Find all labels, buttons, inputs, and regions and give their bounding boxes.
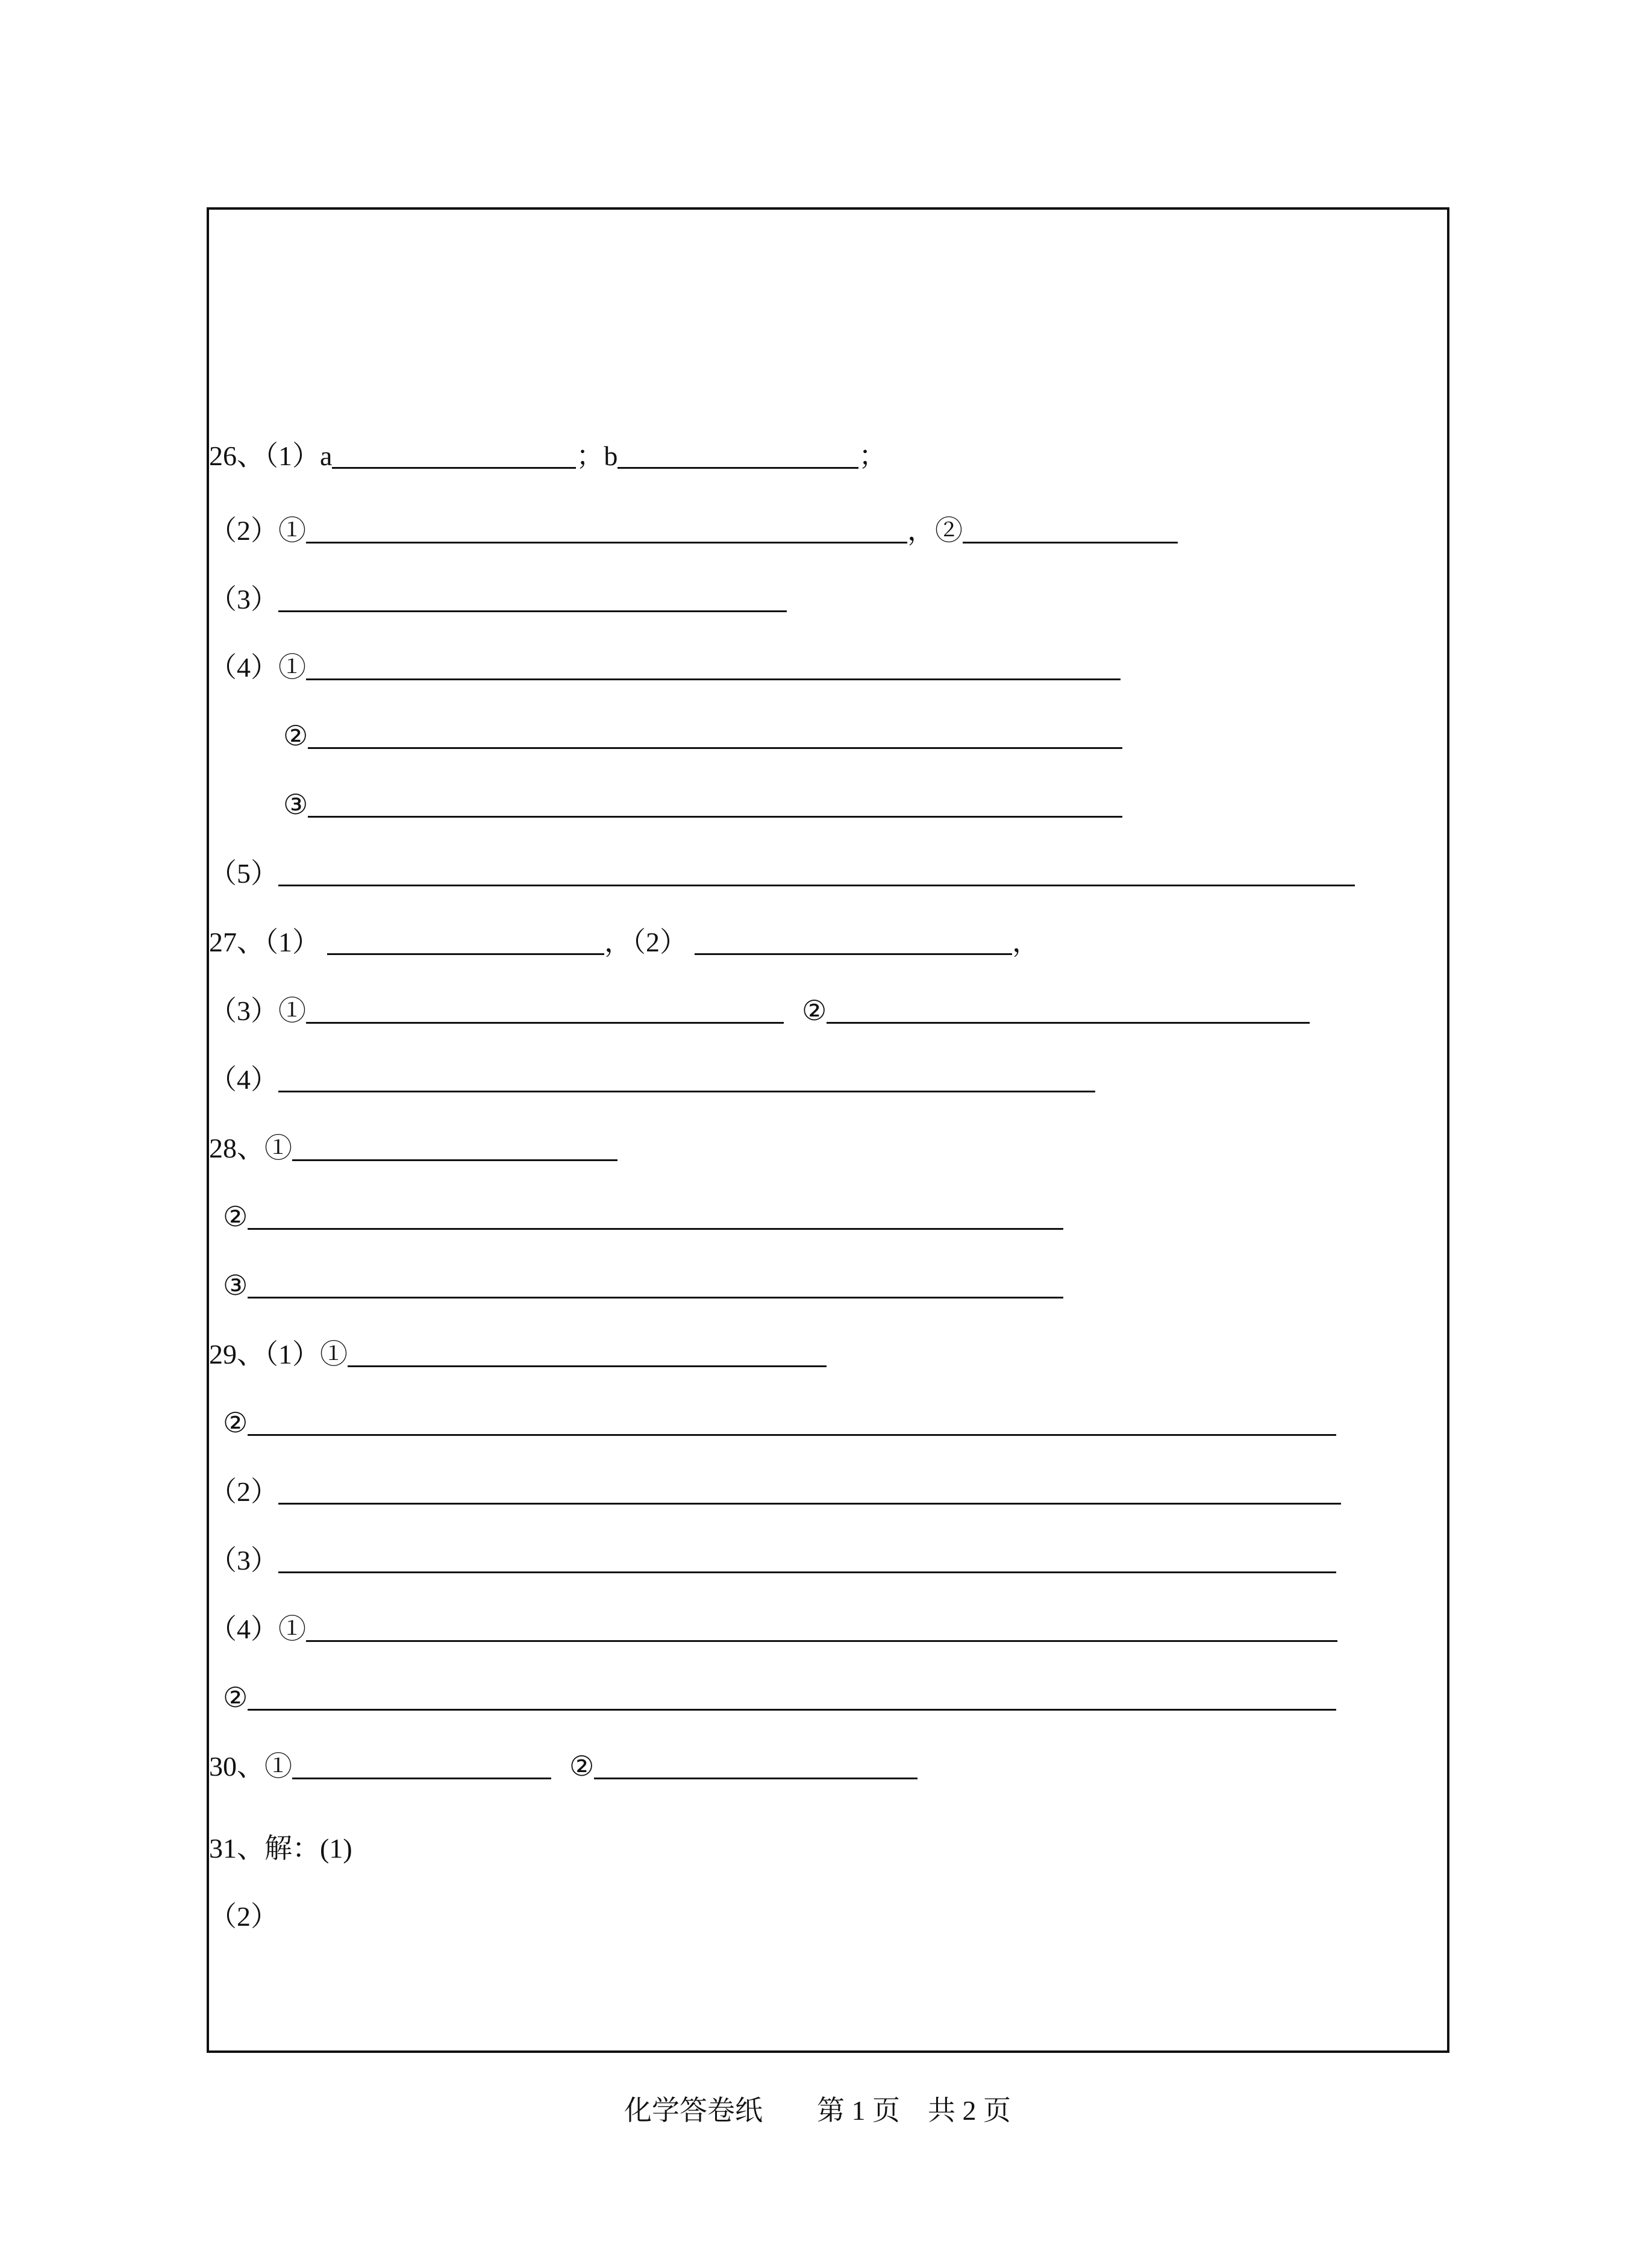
q29-part2-row — [209, 1464, 1341, 1506]
q27-part2-label: ，（2） — [604, 927, 687, 957]
q26-part4-row3 — [209, 777, 1122, 819]
q26-part4-answer2-blank[interactable] — [308, 747, 1122, 749]
q28-item2-answer-blank[interactable] — [248, 1228, 1063, 1230]
q26-part2-separator: ，② — [907, 515, 963, 546]
q29-part3-row — [209, 1532, 1336, 1574]
q29-part4-row — [209, 1601, 1337, 1643]
q26-part1-row — [209, 428, 886, 470]
q27-part3-label: （3）① — [209, 995, 306, 1026]
q30-item1-answer-blank[interactable] — [292, 1778, 551, 1779]
q26-part2-answer1-blank[interactable] — [306, 542, 907, 544]
q29-part4-row2 — [209, 1670, 1336, 1712]
q28-item2-row — [209, 1189, 1063, 1231]
q26-part1-label: 26、（1）a — [209, 440, 333, 471]
q31-part1-row — [209, 1820, 352, 1862]
q26-part3-label: （3） — [209, 584, 278, 615]
q27-part3-item2-label: ② — [802, 995, 827, 1026]
q28-item1-label: 28、① — [209, 1133, 292, 1164]
footer-page-number: 第 1 页 — [817, 2095, 900, 2126]
q26-part5-answer-blank[interactable] — [278, 885, 1355, 886]
q28-item3-label: ③ — [223, 1270, 248, 1301]
q27-part4-answer-blank[interactable] — [278, 1091, 1095, 1092]
page-footer — [0, 2088, 1635, 2128]
q27-part1-row — [209, 914, 1040, 956]
q28-item2-label: ② — [223, 1201, 248, 1232]
q26-part5-row — [209, 845, 1355, 888]
q29-part4-label: （4）① — [209, 1614, 306, 1644]
q29-part1-item2-label: ② — [223, 1408, 248, 1438]
q27-part3-answer1-blank[interactable] — [306, 1022, 784, 1024]
q28-item1-answer-blank[interactable] — [292, 1159, 617, 1161]
q26-part2-row — [209, 503, 1178, 545]
q27-part4-row — [209, 1051, 1095, 1094]
q29-part1-label: 29、（1）① — [209, 1339, 348, 1370]
q29-part1-answer2-blank[interactable] — [248, 1434, 1336, 1436]
q28-item1-row — [209, 1120, 617, 1162]
q26-a-answer-blank[interactable] — [332, 467, 576, 469]
q27-part4-label: （4） — [209, 1064, 278, 1095]
q30-row — [209, 1738, 918, 1781]
footer-title: 化学答卷纸 — [624, 2095, 763, 2126]
q31-answer-area[interactable] — [209, 1939, 1447, 2047]
q26-part3-answer-blank[interactable] — [278, 610, 787, 612]
q26-part1-end: ； — [858, 440, 887, 471]
q29-part1-row — [209, 1326, 827, 1368]
footer-total-pages: 共 2 页 — [928, 2095, 1011, 2126]
q29-part3-answer-blank[interactable] — [278, 1571, 1336, 1573]
q27-part3-row — [209, 983, 1310, 1025]
q29-part1-row2 — [209, 1395, 1336, 1437]
q27-part2-answer-blank[interactable] — [695, 953, 1012, 955]
q29-part3-label: （3） — [209, 1545, 278, 1576]
q29-part4-answer1-blank[interactable] — [306, 1640, 1337, 1642]
q26-part4-row2 — [209, 708, 1122, 750]
q29-part1-answer1-blank[interactable] — [348, 1365, 827, 1367]
q29-part4-item2-label: ② — [223, 1682, 248, 1713]
q28-item3-row — [209, 1258, 1063, 1300]
q30-item1-label: 30、① — [209, 1751, 292, 1782]
answer-sheet-frame — [207, 207, 1449, 2053]
q26-part4-item2-label: ② — [283, 721, 308, 751]
q27-part1-end: ， — [1012, 927, 1040, 957]
q26-part5-label: （5） — [209, 858, 278, 889]
q30-item2-label: ② — [569, 1751, 595, 1782]
q27-part3-answer2-blank[interactable] — [827, 1022, 1310, 1024]
q26-part4-item3-label: ③ — [283, 789, 308, 820]
q26-part4-row1 — [209, 639, 1121, 681]
q27-part1-label: 27、（1） — [209, 927, 320, 957]
q26-part1-separator: ；b — [576, 440, 618, 471]
q26-part3-row — [209, 571, 787, 613]
q26-b-answer-blank[interactable] — [617, 467, 858, 469]
q28-item3-answer-blank[interactable] — [248, 1297, 1063, 1298]
q30-item2-answer-blank[interactable] — [594, 1778, 918, 1779]
q26-part4-answer3-blank[interactable] — [308, 816, 1122, 818]
q26-part2-answer2-blank[interactable] — [963, 542, 1178, 544]
q29-part4-answer2-blank[interactable] — [248, 1709, 1336, 1711]
q29-part2-label: （2） — [209, 1476, 278, 1507]
q31-part2-label: （2） — [209, 1901, 278, 1932]
q29-part2-answer-blank[interactable] — [278, 1503, 1341, 1505]
q26-part4-answer1-blank[interactable] — [306, 678, 1121, 680]
q27-part1-answer-blank[interactable] — [327, 953, 604, 955]
q26-part4-label: （4）① — [209, 652, 306, 683]
q26-part2-label: （2）① — [209, 515, 306, 546]
q31-part1-label: 31、解：(1) — [209, 1833, 352, 1864]
q31-part2-row — [209, 1888, 278, 1931]
